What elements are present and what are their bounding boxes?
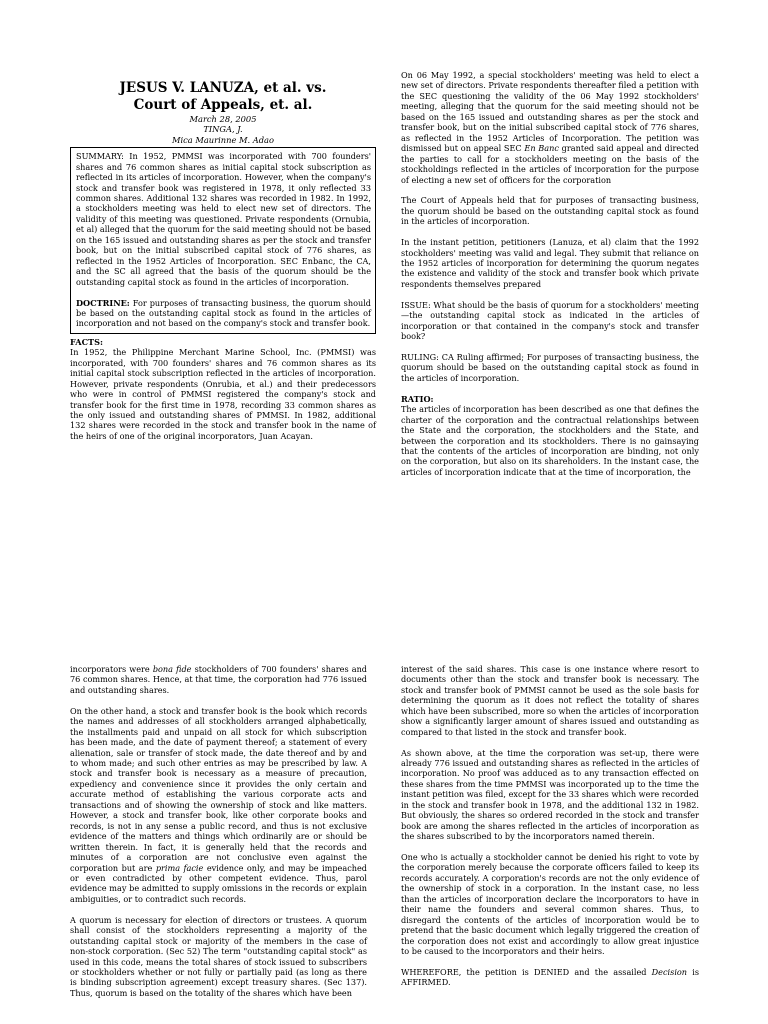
doctrine-label: DOCTRINE:: [76, 297, 130, 308]
ratio-label: RATIO:: [401, 393, 434, 404]
case-ponente: TINGA, J.: [203, 124, 243, 135]
dispositive-text-a: WHEREFORE, the petition is DENIED and the assailed: [401, 966, 652, 977]
dispositive-paragraph: [401, 967, 699, 988]
petition-paragraph: In the instant petition, petitioners (Lanuza, et al) claim that the 1992 stockholders' meeting was valid and legal. They submit that reliance on the 1952 articles of incorporation for determining the quorum negates the existence and validity of the stock and transfer book which private respondents themselves prepared: [401, 237, 699, 289]
issue-paragraph: [401, 300, 699, 342]
issue-text: What should be the basis of quorum for a stockholders' meeting —the outstanding capital stock as indicated in the articles of incorporation or that contained in the company's stock and transfer book?: [401, 299, 699, 342]
dispositive-text-b: is AFFIRMED.: [401, 966, 699, 988]
facts-label: FACTS:: [70, 336, 103, 347]
bona-fide-paragraph: [70, 664, 367, 695]
special-meeting-text-a: On 06 May 1992, a special stockholders' meeting was held to elect a new set of directors. Private respondents thereafter filed a petition with the SEC questioning the validity of the 06 May 1992 stockholders' meeting, alleging that the quorum for the said meeting should not be based on the 165 issued and outstanding shares as per the stock and transfer book, but on the initial subscribed capital stock of 776 shares, as reflected in the 1952 Articles of Incorporation. The petition was dismissed but on appeal SEC: [401, 70, 699, 154]
special-meeting-paragraph: [401, 70, 699, 185]
page1-left-column: [70, 80, 376, 441]
summary-text: In 1952, PMMSI was incorporated with 700 founders' shares and 76 common shares as initial capital stock subscription as reflected in its articles of incorporation. However, when the company's stock and transfer book was registered in 1978, it only reflected 33 common shares. Additional 132 shares was recorded in 1982. In 1992, a stockholders meeting was held to elect new set of directors. The validity of this meeting was questioned. Private respondents (Ornubia, et al) alleged that the quorum for the said meeting should not be based on the 165 issued and outstanding shares as per the stock and transfer book, but on the initial subscribed capital stock of 776 shares, as reflected in the 1952 Articles of Incorporation. SEC Enbanc, the CA, and the SC all agreed that the basis of the quorum should be the outstanding capital stock as found in the articles of incorporation.: [76, 151, 371, 287]
bona-fide-text-a: incorporators were: [70, 664, 153, 674]
facts-section: [70, 337, 376, 442]
ruling-paragraph: [401, 352, 699, 383]
quorum-paragraph: A quorum is necessary for election of directors or trustees. A quorum shall consist of the stockholders representing a majority of the outstanding capital stock or majority of the members in the case of non-stock corporation. (Sec 52) The term "outstanding capital stock" as used in this code, means the total shares of stock issued to subscribers or stockholders whether or not fully or partially paid (as long as there is binding subscription agreement) except treasury shares. (Sec 137). Thus, quorum is based on the totality of the shares which have been: [70, 914, 367, 998]
summary-doctrine-box: [70, 147, 376, 334]
summary-label: SUMMARY:: [76, 151, 124, 162]
interest-paragraph: interest of the said shares. This case is one instance where resort to documents other than the stock and transfer book is necessary. The stock and transfer book of PMMSI cannot be used as the sole basis for determining the quorum as it does not reflect the totality of shares which have been subscribed, more so when the articles of incorporation show a significantly larger amount of shares issued and outstanding as compared to that listed in the stock and transfer book.: [401, 664, 699, 737]
en-banc-term: En Banc: [524, 143, 559, 154]
shares-shown-paragraph: As shown above, at the time the corporation was set-up, there were already 776 issued and outstanding shares as reflected in the articles of incorporation. No proof was adduced as to any transaction effected on these shares from the time PMMSI was incorporated up to the time the instant petition was filed, except for the 33 shares which were recorded in the stock and transfer book in 1978, and the additional 132 in 1982. But obviously, the shares so ordered recorded in the stock and transfer book are among the shares reflected in the articles of incorporation as the shares subscribed to by the incorporators named therein.: [401, 747, 699, 842]
prima-facie-term: prima facie: [155, 862, 204, 873]
facts-text: In 1952, the Philippine Merchant Marine School, Inc. (PMMSI) was incorporated, with 700 founders' shares and 76 common shares as its initial capital stock subscription reflected in the articles of incorporation. However, private respondents (Onrubia, et al.) and their predecessors who were in control of PMMSI registered the company's stock and transfer book for the first time in 1978, recording 33 common shares as the only issued and outstanding shares of PMMSI. In 1982, additional 132 shares were recorded in the stock and transfer book in the name of the heirs of one of the original incorporators, Juan Acayan.: [70, 347, 376, 441]
summary-paragraph: [76, 151, 371, 287]
bona-fide-text-b: stockholders of 700 founders' shares and 76 common shares. Hence, at that time, the corporation had 776 issued and outstanding shares.: [70, 664, 368, 695]
ca-holding-paragraph: The Court of Appeals held that for purposes of transacting business, the quorum should be based on the outstanding capital stock as found in the articles of incorporation.: [401, 195, 699, 227]
ruling-text: CA Ruling affirmed; For purposes of transacting business, the quorum should be based on the outstanding capital stock as found in the articles of incorporation.: [401, 351, 699, 383]
page2-right-column: [401, 664, 699, 988]
digest-author: Mica Maurinne M. Adao: [171, 134, 275, 145]
doctrine-paragraph: [76, 298, 371, 329]
stock-book-text-a: On the other hand, a stock and transfer book is the book which records the names and addresses of all stockholders arranged alphabetically, the installments paid and unpaid on all stock for which subscription has been made, and the date of payment thereof; a statement of every alienation, sale or transfer of stock made, the date thereof and by and to whom made; and such other entries as may be prescribed by law. A stock and transfer book is necessary as a measure of precaution, expediency and convenience since it provides the only certain and accurate method of establishing the various corporate acts and transactions and of showing the ownership of stock and like matters. However, a stock and transfer book, like other corporate books and records, is not in any sense a public record, and thus is not exclusive evidence of the matters and things which ordinarily are or should be written therein. In fact, it is generally held that the records and minutes of a corporation are not conclusive even against the corporation but are: [70, 705, 367, 873]
stock-transfer-book-paragraph: [70, 706, 367, 905]
case-date: March 28, 2005: [189, 114, 257, 124]
ratio-section: [401, 394, 699, 478]
special-meeting-text-b: granted said appeal and directed the parties to call for a stockholders meeting on the basis of the stockholdings reflected in the articles of incorporation for the purpose of electing a new set of officers for the corporation: [401, 143, 699, 185]
page2-left-column: [70, 664, 367, 998]
decision-term: Decision: [651, 966, 688, 977]
ruling-label: RULING:: [401, 351, 439, 362]
case-title-line2: Court of Appeals, et. al.: [133, 97, 313, 113]
right-to-vote-paragraph: One who is actually a stockholder cannot be denied his right to vote by the corporation merely because the corporate officers failed to keep its records accurately. A corporation's records are not the only evidence of the ownership of stock in a corporation. In the instant case, no less than the articles of incorporation declare the incorporators to have in their name the founders and several common shares. Thus, to disregard the contents of the articles of incorporation would be to pretend that the basic document which legally triggered the creation of the corporation does not exist and accordingly to allow great injustice to be caused to the incorporators and their heirs.: [401, 852, 699, 957]
bona-fide-term: bona fide: [152, 664, 192, 674]
doctrine-text: For purposes of transacting business, the quorum should be based on the outstanding capital stock as found in the articles of incorporation and not based on the company's stock and transfer book.: [76, 297, 371, 329]
issue-label: ISSUE:: [401, 299, 431, 310]
page1-right-column: [401, 70, 699, 477]
stock-book-text-b: evidence only, and may be impeached or even contradicted by other competent evidence. Thus, parol evidence may be admitted to supply omissions in the records or explain ambiguities, or to contradict such records.: [70, 862, 368, 904]
ratio-text: The articles of incorporation has been described as one that defines the charter of the corporation and the contractual relationships between the State and the corporation, the stockholders and the State, and between the corporation and its stockholders. There is no gainsaying that the contents of the articles of incorporation are binding, not only on the corporation, but also on its shareholders. In the instant case, the articles of incorporation indicate that at the time of incorporation, the: [401, 404, 699, 477]
case-title-line1: JESUS V. LANUZA, et al. vs.: [119, 80, 327, 96]
